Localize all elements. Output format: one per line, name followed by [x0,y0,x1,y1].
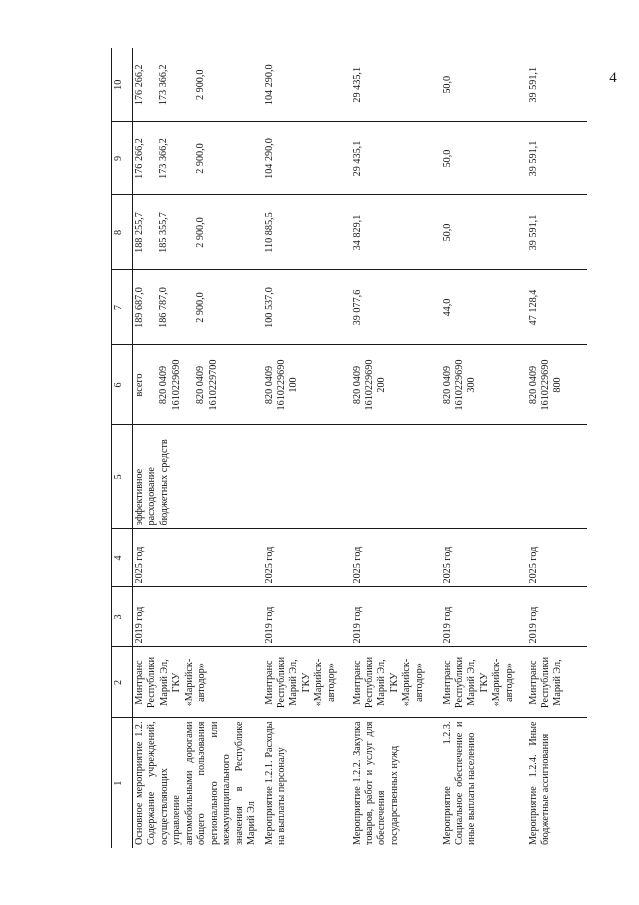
executor: Минтранс Республики Марий Эл, [527,647,587,718]
start-year: 2019 год [527,587,587,647]
expected-result: эффективное расходование бюджетных средств [133,425,263,529]
budget-code-line: 820 0409 [441,365,453,405]
budget-code-line: 1610229690 [275,359,287,411]
column-header: 3 [112,587,133,647]
end-year: 2025 год [133,529,263,587]
amount-value: 2 900,0 [194,292,206,323]
amount-value: 34 829,1 [351,195,441,270]
budget-code [441,345,527,425]
budget-code-line: 820 0409 [263,365,275,405]
amount-value: 29 435,1 [351,48,441,122]
budget-code-line: 1610229690 [453,359,465,411]
budget-code-line: 820 0409 [195,365,207,405]
executor: Минтранс Республики Марий Эл, ГКУ «Марийск-автодор» [441,647,527,718]
budget-table [111,48,587,848]
amount-value: 39 077,6 [351,270,441,345]
activity-name: Мероприятие 1.2.3. Социальное обеспечение и иные выплаты населению [441,721,478,845]
column-header: 8 [112,195,133,270]
amount-value: 50,0 [441,122,527,195]
column-header: 1 [112,718,133,848]
budget-code-line: 200 [376,377,388,393]
end-year: 2025 год [351,529,441,587]
column-header: 7 [112,270,133,345]
start-year: 2019 год [351,587,441,647]
budget-code-line: 1610229690 [539,359,551,411]
page-number: 4 [609,70,617,86]
budget-code-line: 1610229690 [363,359,375,411]
rotated-document-body [111,48,599,848]
column-header: 10 [112,48,133,122]
amount-value: 2 900,0 [194,69,206,101]
amount-value: 50,0 [441,48,527,122]
budget-code-line: 800 [552,377,564,393]
budget-code-line: 1610229690 [170,359,182,411]
amount-value: 173 366,2 [158,138,170,179]
activity-name: Мероприятие 1.2.1. Расходы на выплаты персоналу [263,721,287,845]
budget-code-line: 820 0409 [527,365,539,405]
end-year: 2025 год [441,529,527,587]
start-year: 2019 год [441,587,527,647]
expected-result [527,425,587,529]
start-year: 2019 год [133,587,263,647]
budget-code-line: 300 [466,377,478,393]
budget-code [351,345,441,425]
column-header: 4 [112,529,133,587]
expected-result [351,425,441,529]
executor: Минтранс Республики Марий Эл, ГКУ «Марийск-автодор» [263,647,351,718]
amount-value: 50,0 [441,195,527,270]
activity-name: Мероприятие 1.2.2. Закупка товаров, работ и услуг для обеспечения государственных нужд [351,721,400,845]
amount-value: 186 787,0 [158,287,170,328]
activity-name: Мероприятие 1.2.4. Иные бюджетные ассигнования [527,721,551,845]
column-header: 9 [112,122,133,195]
expected-result [263,425,351,529]
end-year: 2025 год [527,529,587,587]
column-header: 2 [112,647,133,718]
amount-value: 185 355,7 [158,212,170,253]
expected-result [441,425,527,529]
budget-code-line: 820 0409 [158,365,170,405]
end-year: 2025 год [263,529,351,587]
column-header: 6 [112,345,133,425]
budget-code [263,345,351,425]
budget-code-line: 100 [288,377,300,393]
executor: Минтранс Республики Марий Эл, ГКУ «Марийск-автодор» [133,647,263,718]
amount-value: 173 366,2 [158,64,170,106]
table-row [133,48,263,848]
amount-value: 44,0 [441,270,527,345]
amount-value: 39 591,1 [527,122,587,195]
amount-cell [133,270,263,345]
amount-total: 189 687,0 [134,287,145,328]
amount-value: 47 128,4 [527,270,587,345]
budget-code [133,345,263,425]
amount-total: 176 266,2 [134,64,145,106]
amount-value: 104 290,0 [263,122,351,195]
amount-cell [133,195,263,270]
amount-value: 29 435,1 [351,122,441,195]
start-year: 2019 год [263,587,351,647]
table-row [527,48,587,848]
column-header: 5 [112,425,133,529]
amount-value: 39 591,1 [527,195,587,270]
amount-value: 104 290,0 [263,48,351,122]
amount-value: 39 591,1 [527,48,587,122]
amount-value: 2 900,0 [194,143,206,174]
activity-name: Основное мероприятие 1.2. Содержание учреждений, осуществляющих управление автомобильными дорогами общего пользования регионального или межмуниципального значения в Республике Марий Эл [134,721,257,845]
budget-code-line: всего [134,373,145,397]
budget-code-line: 1610229700 [207,359,219,411]
table-row [351,48,441,848]
table-row [263,48,351,848]
amount-cell [133,122,263,195]
amount-total: 176 266,2 [134,138,145,179]
amount-value: 100 537,0 [263,270,351,345]
executor: Минтранс Республики Марий Эл, ГКУ «Марийск-автодор» [351,647,441,718]
amount-total: 188 255,7 [134,212,145,253]
amount-value: 110 885,5 [263,195,351,270]
budget-code [527,345,587,425]
budget-code-line: 820 0409 [351,365,363,405]
table-header-row [112,48,133,848]
amount-cell [133,48,263,122]
amount-value: 2 900,0 [194,217,206,248]
table-row [441,48,527,848]
